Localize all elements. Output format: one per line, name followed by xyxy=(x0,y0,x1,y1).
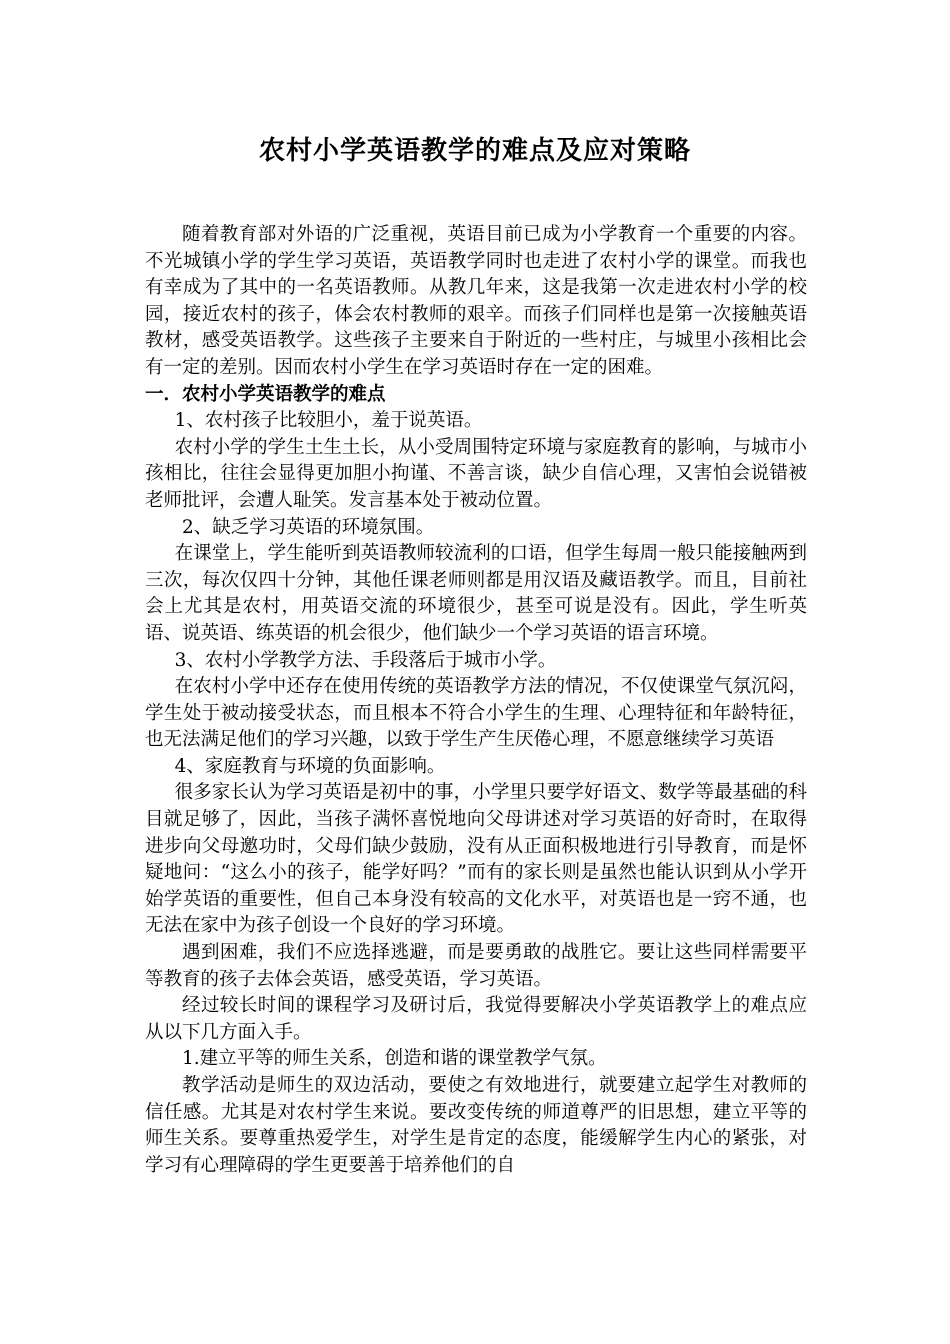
document-body xyxy=(145,222,807,1179)
paragraph-4: 很多家长认为学习英语是初中的事，小学里只要学好语文、数学等最基础的科目就足够了，因此，当孩子满怀喜悦地向父母讲述对学习英语的好奇时，在取得进步向父母邀功时，父母们缺少鼓励，没有从正面积极地进行引导教育，而是怀疑地问：“这么小的孩子，能学好吗？”而有的家长则是虽然也能认识到从小学开始学英语的重要性，但自己本身没有较高的文化水平，对英语也是一窍不通，也无法在家中为孩子创设一个良好的学习环境。 xyxy=(145,782,807,937)
subheading-1: 1、农村孩子比较胆小，羞于说英语。 xyxy=(174,410,483,432)
paragraph-7: 教学活动是师生的双边活动，要使之有效地进行，就要建立起学生对教师的信任感。尤其是对农村学生来说。要改变传统的师道尊严的旧思想，建立平等的师生关系。要尊重热爱学生，对学生是肯定的态度，能缓解学生内心的紧张，对学习有心理障碍的学生更要善于培养他们的自 xyxy=(145,1075,807,1176)
paragraph-6: 经过较长时间的课程学习及研讨后，我觉得要解决小学英语教学上的难点应从以下几方面入手。 xyxy=(145,995,807,1043)
paragraph-5: 遇到困难，我们不应选择逃避，而是要勇敢的战胜它。要让这些同样需要平等教育的孩子去体会英语，感受英语，学习英语。 xyxy=(145,942,807,990)
paragraph-intro: 随着教育部对外语的广泛重视，英语目前已成为小学教育一个重要的内容。不光城镇小学的学生学习英语，英语教学同时也走进了农村小学的课堂。而我也有幸成为了其中的一名英语教师。从教几年来，这是我第一次走进农村小学的校园，接近农村的孩子，体会农村教师的艰辛。而孩子们同样也是第一次接触英语教材，感受英语教学。这些孩子主要来自于附近的一些村庄，与城里小孩相比会有一定的差别。因而农村小学生在学习英语时存在一定的困难。 xyxy=(145,224,807,378)
subheading-strategy-1: 1.建立平等的师生关系，创造和谐的课堂教学气氛。 xyxy=(182,1048,607,1070)
subheading-3: 3、农村小学教学方法、手段落后于城市小学。 xyxy=(174,649,557,671)
section-heading-1: 一．农村小学英语教学的难点 xyxy=(145,383,386,405)
subheading-4: 4、家庭教育与环境的负面影响。 xyxy=(174,755,446,777)
document-title: 农村小学英语教学的难点及应对策略 xyxy=(258,136,691,166)
paragraph-2: 在课堂上，学生能听到英语教师较流利的口语，但学生每周一般只能接触两到三次，每次仅四十分钟，其他任课老师则都是用汉语及藏语教学。而且，目前社会上尤其是农村，用英语交流的环境很少，甚至可说是没有。因此，学生听英语、说英语、练英语的机会很少，他们缺少一个学习英语的语言环境。 xyxy=(145,543,807,644)
subheading-2: 2、缺乏学习英语的环境氛围。 xyxy=(182,516,435,538)
paragraph-3: 在农村小学中还存在使用传统的英语教学方法的情况，不仅使课堂气氛沉闷，学生处于被动接受状态，而且根本不符合小学生的生理、心理特征和年龄特征，也无法满足他们的学习兴趣，以致于学生产生厌倦心理，不愿意继续学习英语 xyxy=(145,676,807,751)
paragraph-1: 农村小学的学生土生土长，从小受周围特定环境与家庭教育的影响，与城市小孩相比，往往会显得更加胆小拘谨、不善言谈，缺少自信心理，又害怕会说错被老师批评，会遭人耻笑。发言基本处于被动位置。 xyxy=(145,436,807,511)
